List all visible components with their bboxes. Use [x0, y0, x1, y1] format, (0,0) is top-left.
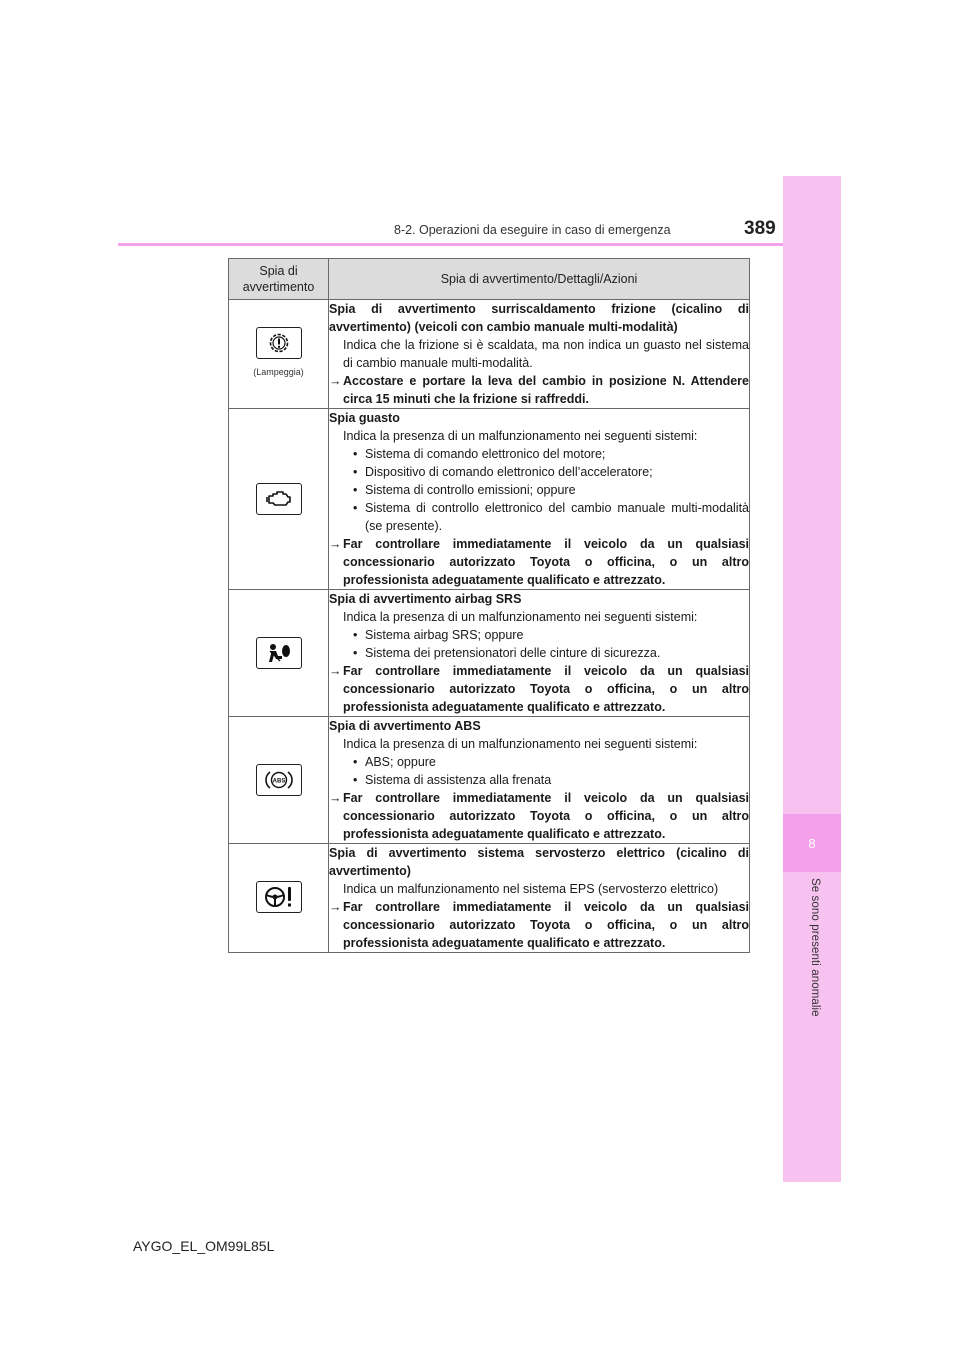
- entry-bullets: [329, 753, 749, 789]
- table-row: [229, 590, 750, 717]
- chapter-number: 8: [808, 835, 816, 851]
- entry-description: Indica la presenza di un malfunzionamento nei seguenti sistemi:: [343, 610, 698, 624]
- action-text: Far controllare immediatamente il veicolo da un qualsiasi concessionario autorizzato Toyota o officina, o un altro professionista adeguatamente qualificato e attrezzato.: [343, 664, 749, 714]
- action-text: Accostare e portare la leva del cambio in posizione N. Attendere circa 15 minuti che la frizione si raffreddi.: [343, 374, 749, 406]
- list-item: • Sistema di controllo emissioni; oppure: [353, 481, 749, 499]
- entry-title: Spia di avvertimento surriscaldamento frizione (cicalino di avvertimento) (veicoli con cambio manuale multi-modalità): [329, 302, 749, 334]
- entry-bullets: [329, 626, 749, 662]
- list-item: • Sistema airbag SRS; oppure: [353, 626, 749, 644]
- table-row: [229, 409, 750, 590]
- icon-cell: [229, 409, 329, 590]
- description-cell: [329, 717, 750, 844]
- action-text: Far controllare immediatamente il veicolo da un qualsiasi concessionario autorizzato Toyota o officina, o un altro professionista adeguatamente qualificato e attrezzato.: [343, 791, 749, 841]
- list-item: • Sistema di controllo elettronico del cambio manuale multi-modalità (se presente).: [353, 499, 749, 535]
- arrow-right-icon: →: [329, 791, 342, 805]
- power-steering-icon: [256, 881, 302, 913]
- action-text: Far controllare immediatamente il veicolo da un qualsiasi concessionario autorizzato Toyota o officina, o un altro professionista adeguatamente qualificato e attrezzato.: [343, 537, 749, 587]
- arrow-right-icon: →: [329, 537, 342, 551]
- list-item: • Sistema dei pretensionatori delle cinture di sicurezza.: [353, 644, 749, 662]
- entry-title: Spia di avvertimento sistema servosterzo elettrico (cicalino di avvertimento): [329, 846, 749, 878]
- description-cell: [329, 409, 750, 590]
- column-header-icon: Spia di avvertimento: [229, 259, 329, 300]
- abs-icon: [256, 764, 302, 796]
- icon-cell: [229, 300, 329, 409]
- arrow-right-icon: →: [329, 374, 342, 388]
- table-row: [229, 844, 750, 953]
- entry-description: Indica la presenza di un malfunzionamento nei seguenti sistemi:: [343, 737, 698, 751]
- airbag-icon: [256, 637, 302, 669]
- chapter-title: Se sono presenti anomalie: [809, 878, 821, 1017]
- abs-icon-label: ABS: [272, 777, 285, 784]
- icon-cell: [229, 590, 329, 717]
- warning-lights-table: [228, 258, 750, 953]
- section-title: 8-2. Operazioni da eseguire in caso di emergenza: [394, 223, 671, 237]
- chapter-number-box: [783, 814, 841, 872]
- page-number: 389: [744, 218, 776, 239]
- entry-action: [329, 789, 749, 843]
- list-item: • ABS; oppure: [353, 753, 749, 771]
- document-code: AYGO_EL_OM99L85L: [133, 1238, 275, 1254]
- entry-title: Spia di avvertimento ABS: [329, 719, 481, 733]
- engine-check-icon: [256, 483, 302, 515]
- entry-title: Spia di avvertimento airbag SRS: [329, 592, 522, 606]
- entry-action: [329, 898, 749, 952]
- icon-note: (Lampeggia): [253, 367, 304, 377]
- table-row: [229, 717, 750, 844]
- list-item: • Dispositivo di comando elettronico dell’acceleratore;: [353, 463, 749, 481]
- entry-description: Indica un malfunzionamento nel sistema EPS (servosterzo elettrico): [343, 882, 719, 896]
- entry-description: Indica che la frizione si è scaldata, ma non indica un guasto nel sistema di cambio manuale multi-modalità.: [343, 338, 749, 370]
- chapter-side-tab: [783, 176, 841, 1182]
- entry-description: Indica la presenza di un malfunzionamento nei seguenti sistemi:: [343, 429, 698, 443]
- entry-bullets: [329, 445, 749, 535]
- icon-cell: [229, 717, 329, 844]
- clutch-overheat-icon: [256, 327, 302, 359]
- list-item: • Sistema di comando elettronico del motore;: [353, 445, 749, 463]
- icon-cell: [229, 844, 329, 953]
- entry-action: [329, 535, 749, 589]
- entry-action: [329, 372, 749, 408]
- header-rule: [118, 243, 783, 246]
- description-cell: [329, 300, 750, 409]
- arrow-right-icon: →: [329, 664, 342, 678]
- arrow-right-icon: →: [329, 900, 342, 914]
- table-header-row: [229, 259, 750, 300]
- table-row: [229, 300, 750, 409]
- entry-action: [329, 662, 749, 716]
- action-text: Far controllare immediatamente il veicolo da un qualsiasi concessionario autorizzato Toyota o officina, o un altro professionista adeguatamente qualificato e attrezzato.: [343, 900, 749, 950]
- entry-title: Spia guasto: [329, 411, 400, 425]
- column-header-details: Spia di avvertimento/Dettagli/Azioni: [329, 259, 750, 300]
- list-item: • Sistema di assistenza alla frenata: [353, 771, 749, 789]
- description-cell: [329, 844, 750, 953]
- description-cell: [329, 590, 750, 717]
